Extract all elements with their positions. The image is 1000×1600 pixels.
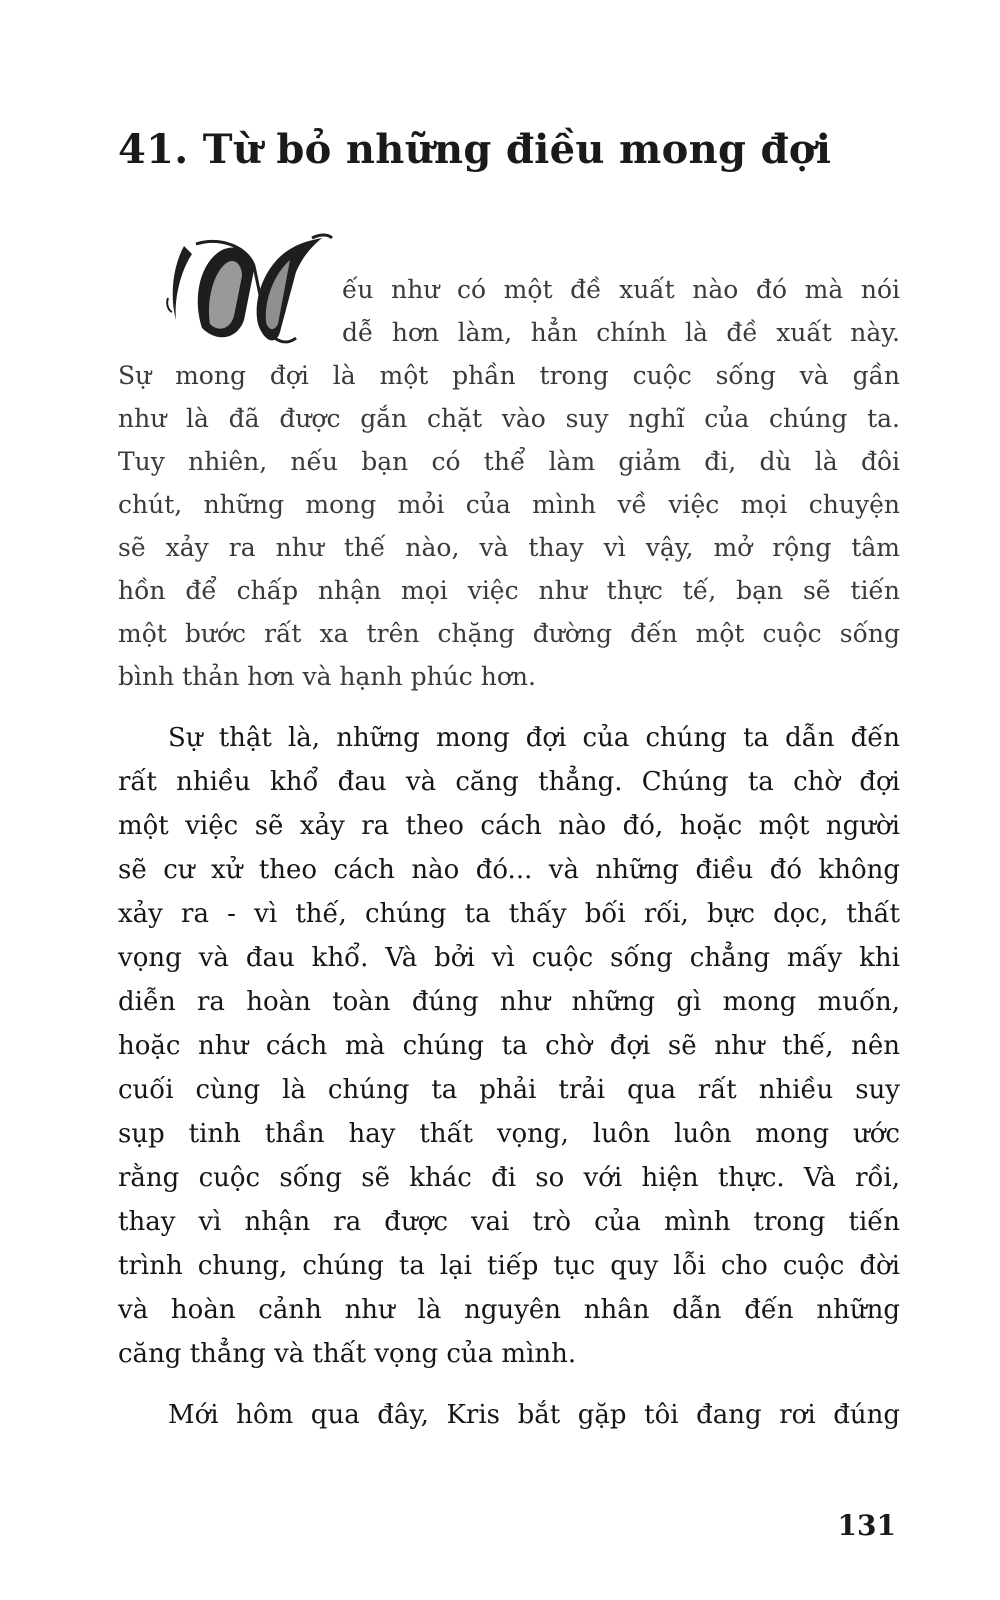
paragraph-1-line-10: bình thản hơn và hạnh phúc hơn. xyxy=(118,662,536,691)
paragraph-1-line-3: Sự mong đợi là một phần trong cuộc sống và gần xyxy=(118,361,900,390)
paragraph-2-line-5: xảy ra - vì thế, chúng ta thấy bối rối, bực dọc, thất xyxy=(118,899,900,929)
paragraph-2-line-13: trình chung, chúng ta lại tiếp tục quy lỗi cho cuộc đời xyxy=(118,1251,900,1281)
drop-cap-letter xyxy=(162,228,342,358)
paragraph-2-line-14: và hoàn cảnh như là nguyên nhân dẫn đến những xyxy=(118,1295,900,1325)
paragraph-1-line-8: hồn để chấp nhận mọi việc như thực tế, bạn sẽ tiến xyxy=(118,576,900,605)
paragraph-1-line-7: sẽ xảy ra như thế nào, và thay vì vậy, mở rộng tâm xyxy=(118,533,900,562)
paragraph-2-line-10: sụp tinh thần hay thất vọng, luôn luôn mong ước xyxy=(118,1119,900,1149)
paragraph-2-line-12: thay vì nhận ra được vai trò của mình trong tiến xyxy=(118,1207,900,1237)
paragraph-1-line-6: chút, những mong mỏi của mình về việc mọi chuyện xyxy=(118,490,900,519)
paragraph-1-line-1: ếu như có một đề xuất nào đó mà nói xyxy=(342,275,900,304)
paragraph-2-line-15: căng thẳng và thất vọng của mình. xyxy=(118,1339,577,1369)
paragraph-2-line-2: rất nhiều khổ đau và căng thẳng. Chúng ta chờ đợi xyxy=(118,767,900,797)
chapter-title: 41. Từ bỏ những điều mong đợi xyxy=(118,126,832,173)
paragraph-2-line-7: diễn ra hoàn toàn đúng như những gì mong muốn, xyxy=(118,987,900,1017)
paragraph-2-line-4: sẽ cư xử theo cách nào đó... và những điều đó không xyxy=(118,855,900,885)
paragraph-1-line-5: Tuy nhiên, nếu bạn có thể làm giảm đi, dù là đôi xyxy=(118,447,900,476)
paragraph-2-line-3: một việc sẽ xảy ra theo cách nào đó, hoặc một người xyxy=(118,811,900,841)
paragraph-3-line-1: Mới hôm qua đây, Kris bắt gặp tôi đang rơi đúng xyxy=(168,1400,900,1430)
page-number: 131 xyxy=(837,1509,896,1542)
paragraph-2-line-8: hoặc như cách mà chúng ta chờ đợi sẽ như thế, nên xyxy=(118,1031,900,1061)
paragraph-2-line-11: rằng cuộc sống sẽ khác đi so với hiện thực. Và rồi, xyxy=(118,1163,900,1193)
paragraph-1-line-2: dễ hơn làm, hẳn chính là đề xuất này. xyxy=(342,318,900,347)
ornamental-drop-cap-icon xyxy=(162,228,342,358)
paragraph-2-line-6: vọng và đau khổ. Và bởi vì cuộc sống chẳng mấy khi xyxy=(118,943,900,973)
paragraph-2-line-9: cuối cùng là chúng ta phải trải qua rất nhiều suy xyxy=(118,1075,900,1105)
paragraph-1-line-4: như là đã được gắn chặt vào suy nghĩ của chúng ta. xyxy=(118,404,900,433)
paragraph-1-line-9: một bước rất xa trên chặng đường đến một cuộc sống xyxy=(118,619,900,648)
paragraph-2-line-1: Sự thật là, những mong đợi của chúng ta dẫn đến xyxy=(168,723,900,753)
